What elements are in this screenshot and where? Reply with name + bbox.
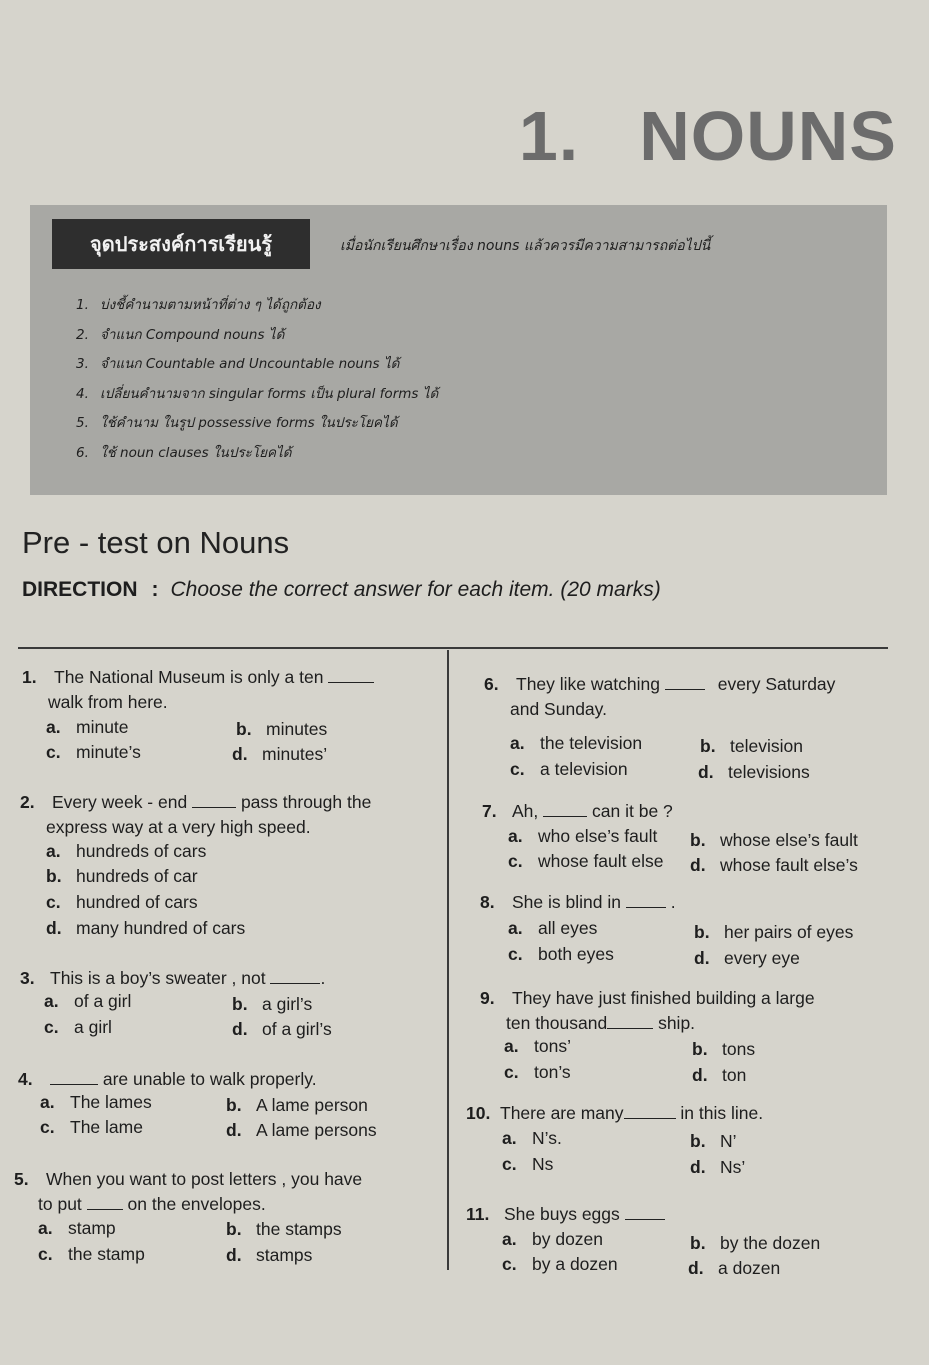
answer-blank <box>607 1014 653 1029</box>
objective-item: 6. ใช้ noun clauses ในประโยคได้ <box>76 444 292 461</box>
answer-blank <box>543 802 587 817</box>
option-a[interactable]: a. hundreds of cars <box>46 841 207 861</box>
option-c[interactable]: c. whose fault else <box>508 851 664 871</box>
option-d[interactable]: d. ton <box>692 1065 747 1085</box>
horizontal-divider <box>18 647 888 649</box>
question-10: 10. There are many in this line. <box>466 1103 764 1123</box>
option-b[interactable]: b. by the dozen <box>690 1233 821 1253</box>
chapter-name: NOUNS <box>639 97 897 175</box>
option-b[interactable]: b. a girl’s <box>232 994 313 1014</box>
column-divider <box>447 650 449 1270</box>
option-c[interactable]: c. a television <box>510 759 628 779</box>
answer-blank <box>192 793 236 808</box>
option-d[interactable]: d. every eye <box>694 948 800 968</box>
objective-item: 5. ใช้คำนาม ในรูป possessive forms ในประโยคได้ <box>76 415 398 431</box>
option-c[interactable]: c. a girl <box>44 1017 112 1037</box>
option-d[interactable]: d. of a girl’s <box>232 1019 332 1039</box>
objectives-intro: เมื่อนักเรียนศึกษาเรื่อง nouns แล้วควรมีความสามารถต่อไปนี้ <box>340 238 711 254</box>
answer-blank <box>625 1205 665 1220</box>
objectives-list <box>76 293 438 470</box>
option-d[interactable]: d. minutes’ <box>232 744 328 764</box>
option-a[interactable]: a. of a girl <box>44 991 132 1011</box>
pretest-title: Pre - test on Nouns <box>22 525 290 560</box>
option-b[interactable]: b. whose else’s fault <box>690 830 858 850</box>
option-a[interactable]: a. tons’ <box>504 1036 571 1056</box>
objective-item: 3. จำแนก Countable and Uncountable nouns ได้ <box>76 356 400 372</box>
option-c[interactable]: c. The lame <box>40 1117 143 1137</box>
answer-blank <box>50 1070 98 1085</box>
option-a[interactable]: a. the television <box>510 733 643 753</box>
question-5: 5. When you want to post letters , you have to put on the envelopes. <box>14 1169 363 1214</box>
option-c[interactable]: c. both eyes <box>508 944 614 964</box>
answer-blank <box>328 668 374 683</box>
option-c[interactable]: c. minute’s <box>46 742 141 762</box>
option-a[interactable]: a. by dozen <box>502 1229 604 1249</box>
option-d[interactable]: d. many hundred of cars <box>46 918 246 938</box>
option-c[interactable]: c. ton’s <box>504 1062 571 1082</box>
option-d[interactable]: d. stamps <box>226 1245 313 1265</box>
option-a[interactable]: a. stamp <box>38 1218 116 1238</box>
chapter-number: 1. <box>518 97 580 175</box>
chapter-title <box>519 96 897 176</box>
option-b[interactable]: b. the stamps <box>226 1219 342 1239</box>
option-b[interactable]: b. hundreds of car <box>46 866 198 886</box>
option-d[interactable]: d. televisions <box>698 762 810 782</box>
question-4: 4. are unable to walk properly. <box>18 1069 317 1089</box>
option-d[interactable]: d. whose fault else’s <box>690 855 858 875</box>
option-c[interactable]: c. Ns <box>502 1154 554 1174</box>
question-2: 2. Every week - end pass through the express way at a very high speed. <box>20 792 372 837</box>
option-b[interactable]: b. tons <box>692 1039 756 1059</box>
answer-blank <box>87 1195 123 1210</box>
option-a[interactable]: a. minute <box>46 717 129 737</box>
objective-item: 1. บ่งชี้คำนามตามหน้าที่ต่าง ๆ ได้ถูกต้อง <box>76 297 321 313</box>
option-d[interactable]: d. A lame persons <box>226 1120 377 1140</box>
option-b[interactable]: b. A lame person <box>226 1095 368 1115</box>
option-c[interactable]: c. the stamp <box>38 1244 145 1264</box>
option-b[interactable]: b. television <box>700 736 803 756</box>
option-c[interactable]: c. hundred of cars <box>46 892 198 912</box>
answer-blank <box>665 675 705 690</box>
objective-item: 4. เปลี่ยนคำนามจาก singular forms เป็น plural forms ได้ <box>76 385 439 402</box>
direction-colon: : <box>151 578 159 601</box>
answer-blank <box>626 893 666 908</box>
question-6: 6. They like watching every Saturday and Sunday. <box>484 674 836 719</box>
option-b[interactable]: b. minutes <box>236 719 328 739</box>
question-1: 1. The National Museum is only a ten walk from here. <box>22 665 374 715</box>
objectives-box <box>30 205 887 495</box>
question-8: 8. She is blind in . <box>480 892 676 912</box>
answer-blank <box>624 1104 676 1119</box>
option-a[interactable]: a. The lames <box>40 1092 152 1112</box>
direction-label: DIRECTION <box>22 578 138 601</box>
direction-line <box>22 578 661 602</box>
direction-text: Choose the correct answer for each item. (20 marks) <box>170 578 661 601</box>
option-d[interactable]: d. a dozen <box>688 1258 781 1278</box>
question-3: 3. This is a boy’s sweater , not . <box>20 968 326 988</box>
objective-item: 2. จำแนก Compound nouns ได้ <box>76 326 285 343</box>
question-11: 11. She buys eggs <box>466 1202 665 1227</box>
option-d[interactable]: d. Ns’ <box>690 1157 746 1177</box>
option-c[interactable]: c. by a dozen <box>502 1254 618 1274</box>
option-a[interactable]: a. who else’s fault <box>508 826 658 846</box>
option-a[interactable]: a. all eyes <box>508 918 598 938</box>
question-9: 9. They have just finished building a large ten thousand ship. <box>480 988 815 1033</box>
question-7: 7. Ah, can it be ? <box>482 801 673 821</box>
objectives-label: จุดประสงค์การเรียนรู้ <box>52 219 310 269</box>
option-a[interactable]: a. N’s. <box>502 1128 562 1148</box>
answer-blank <box>270 969 320 984</box>
option-b[interactable]: b. N’ <box>690 1131 737 1151</box>
option-b[interactable]: b. her pairs of eyes <box>694 922 854 942</box>
